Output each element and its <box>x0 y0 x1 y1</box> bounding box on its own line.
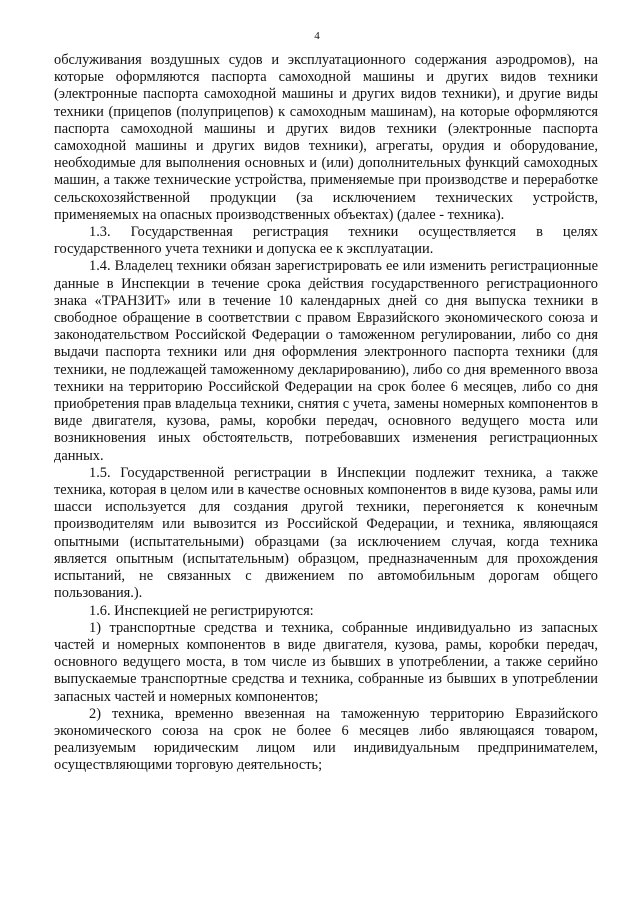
page-number: 4 <box>314 30 320 42</box>
paragraph-1-4: 1.4. Владелец техники обязан зарегистрировать ее или изменить регистрационные данные в Инспекции в течение срока действия государственного регистрационного знака «ТРАНЗИТ» или в течение 10 календарных дней со дня выпуска техники в свободное обращение в соответствии с правом Евразийского экономического союза и законодательством Российской Федерации о таможенном регулировании, либо со дня выдачи паспорта техники или дня оформления электронного паспорта техники (для техники, не подлежащей таможенному декларированию), либо со дня временного ввоза техники на территорию Российской Федерации на срок более 6 месяцев, либо со дня приобретения прав владельца техники, снятия с учета, замены номерных компонентов в виде двигателя, кузова, рамы, коробки передач, основного ведущего моста или возникновения иных обстоятельств, потребовавших изменения регистрационных данных. <box>54 258 598 464</box>
document-body <box>54 52 598 775</box>
list-item-1: 1) транспортные средства и техника, собранные индивидуально из запасных частей и номерных компонентов в виде двигателя, кузова, рамы, коробки передач, основного ведущего моста, в том числе из бывших в употреблении, а также серийно выпускаемые транспортные средства и техника, собранные из бывших в употреблении запасных частей и номерных компонентов; <box>54 619 598 705</box>
paragraph-1-3: 1.3. Государственная регистрация техники осуществляется в целях государственного учета техники и допуска ее к эксплуатации. <box>54 224 598 258</box>
list-item-2: 2) техника, временно ввезенная на таможенную территорию Евразийского экономического союза на срок не более 6 месяцев либо являющаяся товаром, реализуемым юридическим лицом или индивидуальным предпринимателем, осуществляющими торговую деятельность; <box>54 705 598 774</box>
paragraph-1-6: 1.6. Инспекцией не регистрируются: <box>89 602 314 619</box>
paragraph-continuation: обслуживания воздушных судов и эксплуатационного содержания аэродромов), на которые оформляются паспорта самоходной машины и других видов техники (электронные паспорта самоходной машины и других видов техники), и другие виды техники (прицепов (полуприцепов) к самоходным машинам), на которые оформляются паспорта самоходной машины и других видов техники (электронные паспорта самоходной машины и других видов техники), агрегаты, орудия и оборудование, необходимые для выполнения основных и (или) дополнительных функций самоходных машин, а также технические устройства, применяемые при производстве и переработке сельскохозяйственной продукции (за исключением технических устройств, применяемых на опасных производственных объектах) (далее - техника). <box>54 52 598 223</box>
paragraph-1-5: 1.5. Государственной регистрации в Инспекции подлежит техника, а также техника, которая в целом или в качестве основных компонентов в виде кузова, рамы или шасси используется для создания другой техники, перегоняется к конечным производителям или вывозится из Российской Федерации, и техника, являющаяся опытными (испытательными) образцами (за исключением случая, когда техника является опытным (испытательным) образцом, предназначенным для прохождения испытаний, не связанных с движением по автомобильным дорогам общего пользования.). <box>54 464 598 602</box>
